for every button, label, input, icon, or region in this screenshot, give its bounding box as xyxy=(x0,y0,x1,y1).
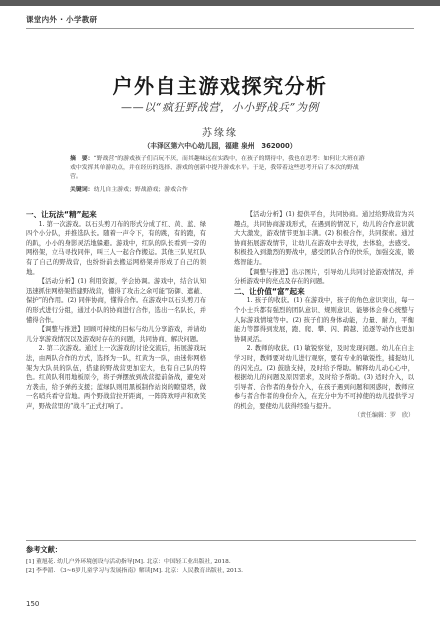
reference-item: [1] 董旭花. 幼儿户外环境创设与活动指导[M]. 北京：中国轻工业出版社, 2018. xyxy=(26,559,231,565)
header-rule xyxy=(26,28,414,29)
keywords-text: 幼儿自主游戏；野战游戏；游戏合作 xyxy=(93,187,188,193)
page-number: 150 xyxy=(26,600,40,608)
paragraph: 1. 第一次游戏。以石头剪刀布的形式分成了红、黄、蓝、绿四个小分队，并推选队长。随着一声令下，有的跳，有的跑，有的趴，小小的身影灵活地躲避。游戏中，红队的队长看到一旁的网格架，立马寻找同伴，叫三人一起合作搬运。其他三队见红队有了自己的野战营，也纷纷前去搬运网格架并形成了自己的领地。 xyxy=(26,220,206,276)
reference-item: [2] 李季湄. 《3~6岁儿童学习与发展指南》解读[M]. 北京：人民教育出版社, 2013. xyxy=(26,568,243,574)
section-title: 一、让玩法“精”起来 xyxy=(26,210,97,219)
right-column xyxy=(234,210,414,421)
author-name: 苏缘缘 xyxy=(202,128,238,139)
keywords-label: 关键词： xyxy=(70,187,94,193)
paragraph: 【活动分析】(1) 提供平台，共同协商。通过给野战营为兴趣点，共同协商游戏形式，在遇到的情况下，幼儿的合作意识就大大激发，游戏情节更加丰满。(2) 积极合作，共同探索。通过协商拓展游戏情节，让幼儿在游戏中去寻找，去体验，去感受。积极投入到激烈的野战中，感受团队合作的快乐，加强交流，锻炼智能力。 xyxy=(234,211,414,266)
section-title: 二、让价值“富”起来 xyxy=(234,286,305,296)
references-title: 参考文献： xyxy=(26,545,62,554)
editor-signature: （责任编辑：罗 欣） xyxy=(353,412,414,420)
article-title: 户外自主游戏探究分析 xyxy=(112,74,328,98)
author-affiliation: （丰泽区第六中心幼儿园，福建 泉州 362000） xyxy=(143,142,297,150)
abstract-label: 摘 要： xyxy=(70,156,94,162)
references-list xyxy=(26,558,416,576)
paragraph: 【调整与推进】回顾可持续的目标与幼儿分享游戏，并请幼儿分享游戏情况以及游戏时存在的问题，共同协商、解决问题。 xyxy=(26,326,206,343)
paragraph: 2. 第二次游戏。通过上一次游戏的讨论交流后，拓展游戏玩法，由两队合作的方式，选择为一队，红黄为一队，由迷你网格架为大队员的队伍，搭建的野战营更加宏大，也有自己队的特色。红黄队利用地板原今，将子弹摆放到战营提前备战，避免对方袭击，给予弹药支援；蓝绿队则用黑板制作站岗的瞭望塔，做一名哨兵看守营地。两个野战营拉开距离，一阵阵欢呼声和欢笑声，野战营里的“战斗”正式打响了。 xyxy=(26,345,206,410)
article-subtitle: ——以“疯狂野战营，小小野战兵”为例 xyxy=(120,101,320,114)
paragraph: 【活动分析】(1) 利用资源，学会协调。游戏中，结合认知迅速抓住网格架搭建野战营，懂得了攻击之余可能“防御、遮蔽、保护”的作用。(2) 同伴协商，懂得合作。在游戏中以石头剪刀布的形式进行分组，通过小队的协商进行合作，选出一名队长，并懂得合作。 xyxy=(26,278,206,324)
running-title: 课堂内外 · 小学教研 xyxy=(26,15,98,24)
left-column xyxy=(26,210,206,411)
abstract-text: “野战营”的游戏孩子们百玩不厌，而其趣味远在实践中，在孩子的期待中，我也在思考：如何让大班在游戏中发挥其单游功点，并在经历的选择、游戏的创新中提升游戏水平。于是，我带着这些思考开启了本次的野战营。 xyxy=(70,156,365,180)
paragraph: 1. 孩子的收获。(1) 在游戏中，孩子的角色意识突出，每一个小士兵都有强烈的团队意识、规则意识、能够体会身心统整与人际游戏情境等中。(2) 孩子们的身体动能，力量、耐力，平衡能力等都得到发展，跑、爬、攀、闪、跨越、追逐等动作也更加协调灵活。 xyxy=(234,297,414,343)
paragraph: 2. 教师的收获。(1) 敏锐察觉，及时发现问题。幼儿在自主学习时，教师要对幼儿进行观察，要有专业的敏锐性，捕捉幼儿的闪光点。(2) 鼓励支持，及时给予帮助。解释幼儿动心心中，根据幼儿的问题及原因需求，及时给予帮助。(3) 适时介入，以引导者、合作者的身份介入，在孩子遇到问题和困惑时，教师应参与者合作者的身份介入，在充分中为不可掉使的幼儿提供学习的机会，要使幼儿获得经验与提升。 xyxy=(234,345,414,410)
keywords xyxy=(70,184,370,193)
header-bar xyxy=(0,0,440,6)
references-rule xyxy=(26,540,416,541)
paragraph: 【调整与推进】出示图片，引导幼儿共同讨论游戏情况，并分析游戏中的亮点及存在的问题。 xyxy=(234,268,414,286)
abstract xyxy=(70,155,370,182)
